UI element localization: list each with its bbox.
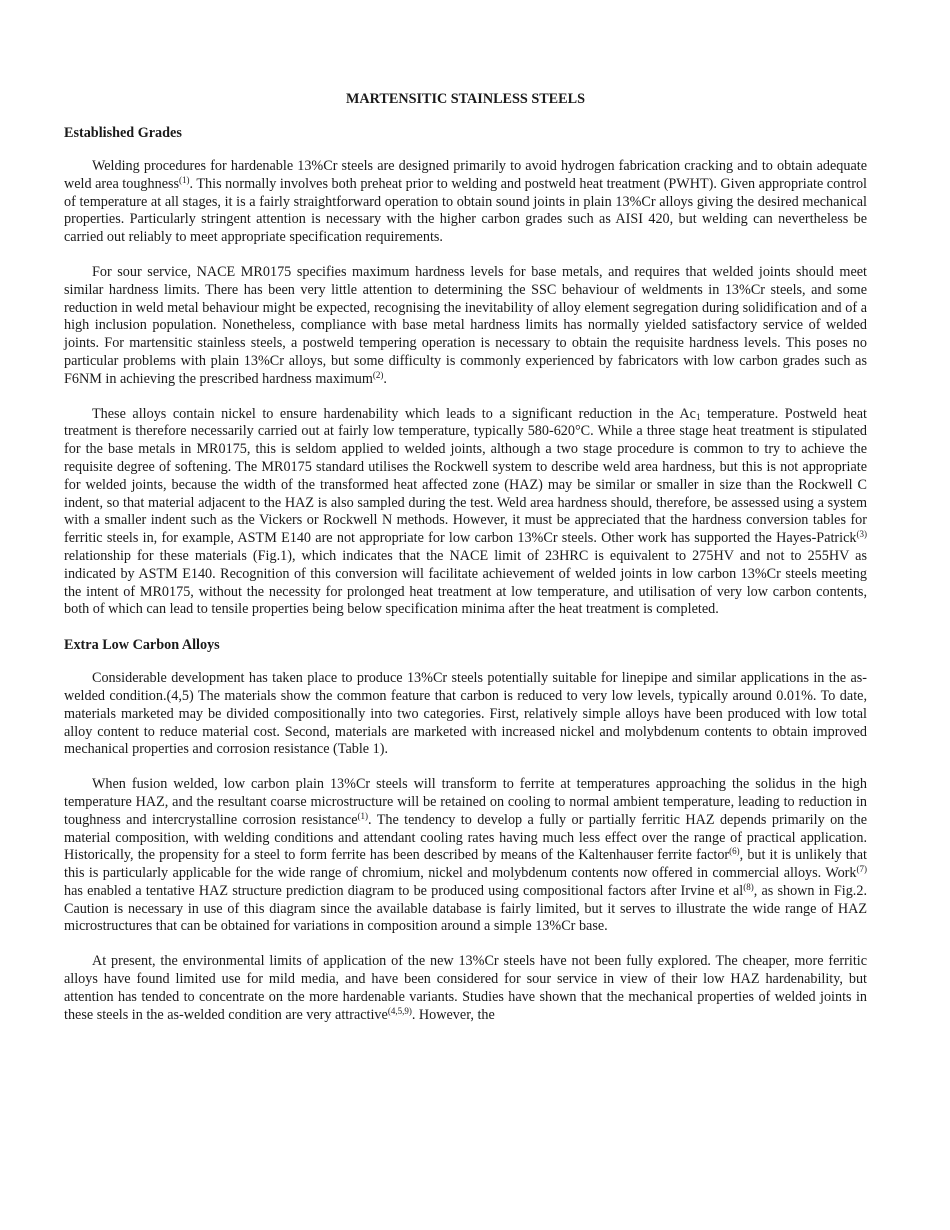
- paragraph-text: Welding procedures for hardenable 13%Cr steels are designed primarily to avoid hydrogen fabrication cracking and to obtain adequate weld area toughness: [64, 158, 867, 192]
- paragraph-text: Considerable development has taken place to produce 13%Cr steels potentially suitable for linepipe and similar applications in the as-welded condition.(4,5) The materials show the common feature that carbon is reduced to very low levels, typically around 0.01%. To date, materials marketed may be divided compositionally into two categories. First, relatively simple alloys have been produced with low total alloy content to reduce material cost. Second, materials are marketed with increased nickel and molybdenum contents to obtain improved mechanical properties and corrosion resistance (Table 1).: [64, 670, 867, 758]
- paragraph-text: These alloys contain nickel to ensure hardenability which leads to a significant reduction in the Ac: [92, 405, 696, 422]
- citation-ref: (4,5,9): [387, 1005, 412, 1016]
- paragraph-nickel-hardenability: [64, 406, 867, 620]
- paragraph-text: When fusion welded, low carbon plain 13%Cr steels will transform to ferrite at temperatures approaching the solidus in the high temperature HAZ, and the resultant coarse microstructure will be retained on cooling to normal ambient temperature, leading to reduction in toughness and intercrystalline corrosion resistance: [64, 776, 867, 828]
- paragraph-text: , but it is unlikely that this is particularly applicable for the wide range of chromium, nickel and molybdenum contents now offered in commercial alloys. Work: [64, 847, 868, 882]
- page-title: MARTENSITIC STAINLESS STEELS: [346, 91, 585, 107]
- paragraph-text: . However, the: [411, 1006, 495, 1023]
- citation-ref: (2): [372, 369, 384, 380]
- document-page: [64, 90, 867, 1041]
- paragraph-fusion-welded: [64, 776, 867, 936]
- paragraph-text: has enabled a tentative HAZ structure prediction diagram to be produced using compositional factors after Irvine et al: [64, 882, 744, 899]
- citation-ref: (8): [743, 881, 754, 892]
- paragraph-text: temperature. Postweld heat treatment is therefore necessarily carried out at fairly low temperature, typically 580-620°C. While a three stage heat treatment is stipulated for the base metals in MR0175, this is seldom applied to welded joints, although a two stage procedure is common to try to achieve the requisite degree of softening. The MR0175 standard utilises the Rockwell system to describe weld area hardness, but this is not appropriate for welded joints, because the width of the transformed heat affected zone (HAZ) may be similar or smaller in size than the Rockwell C indent, so that material adjacent to the HAZ is also sampled during the test. Weld area hardness should, therefore, be assessed using a system with a smaller indent such as the Vickers or Rockwell N methods. However, it must be appreciated that the hardness conversion tables for ferritic steels in, for example, ASTM E140 are not appropriate for low carbon 13%Cr steels. Other work has supported the Hayes-Patrick: [64, 405, 867, 547]
- paragraph-text: For sour service, NACE MR0175 specifies maximum hardness levels for base metals, and requires that welded joints should meet similar hardness limits. There has been very little attention to determining the SSC behaviour of weldments in 13%Cr steels, and some reduction in weld metal behaviour might be expected, recognising the inevitability of alloy element segregation during solidification and of a high inclusion population. Nonetheless, compliance with base metal hardness limits has normally yielded satisfactory service of welded joints. For martensitic stainless steels, a postweld tempering operation is necessary to obtain the requisite hardness levels. This poses no particular problems with plain 13%Cr alloys, but some difficulty is commonly experienced by fabricators with low carbon grades such as F6NM in achieving the prescribed hardness maximum: [64, 263, 867, 387]
- paragraph-text: At present, the environmental limits of application of the new 13%Cr steels have not been fully explored. The cheaper, more ferritic alloys have found limited use for mild media, and have been considered for sour service in view of their low HAZ hardenability, but attention has tended to concentrate on the more hardenable variants. Studies have shown that the mechanical properties of welded joints in these steels in the as-welded condition are very attractive: [64, 953, 867, 1023]
- paragraph-sour-service: [64, 264, 867, 389]
- citation-ref: (6): [729, 846, 740, 857]
- paragraph-text: , as shown in Fig.2. Caution is necessary in use of this diagram since the available database is fairly limited, but it serves to illustrate the wide range of HAZ microstructures that can be obtained for variations in composition around a simple 13%Cr base.: [64, 882, 867, 935]
- citation-ref: (7): [856, 864, 867, 875]
- paragraph-considerable-development: [64, 670, 867, 759]
- paragraph-text: . This normally involves both preheat prior to welding and postweld heat treatment (PWHT). Given appropriate control of temperature at all stages, it is a fairly straightforward operation to obtain sound joints in plain 13%Cr alloys giving the desired mechanical properties. Particularly stringent attention is necessary with the higher carbon grades such as AISI 420, but welding can nevertheless be carried out reliably to meet appropriate specification requirements.: [64, 175, 867, 246]
- paragraph-text: relationship for these materials (Fig.1), which indicates that the NACE limit of 23HRC is equivalent to 275HV and not to 255HV as indicated by ASTM E140. Recognition of this conversion will facilitate achievement of welded joints in low carbon 13%Cr steels meeting the intent of MR0175, without the necessity for prolonged heat treatment at low temperature, and utilisation of very low carbon contents, both of which can lead to tensile properties being below specification minima after the heat treatment is completed.: [64, 547, 867, 618]
- paragraph-text: .: [383, 370, 387, 387]
- citation-ref: (1): [357, 810, 368, 821]
- citation-ref: (1): [179, 174, 190, 185]
- section-heading-extra-low-carbon: Extra Low Carbon Alloys: [64, 637, 220, 654]
- subscript: 1: [695, 411, 701, 422]
- paragraph-environmental-limits: [64, 953, 867, 1024]
- section-heading-established-grades: Established Grades: [64, 125, 182, 141]
- citation-ref: (3): [856, 529, 867, 540]
- paragraph-welding-procedures: [64, 158, 867, 247]
- paragraph-text: . The tendency to develop a fully or partially ferritic HAZ depends primarily on the material composition, with welding conditions and attendant cooling rates having much less effect over the range of practical application. Historically, the propensity for a steel to form ferrite has been described by means of the Kaltenhauser ferrite factor: [64, 811, 868, 864]
